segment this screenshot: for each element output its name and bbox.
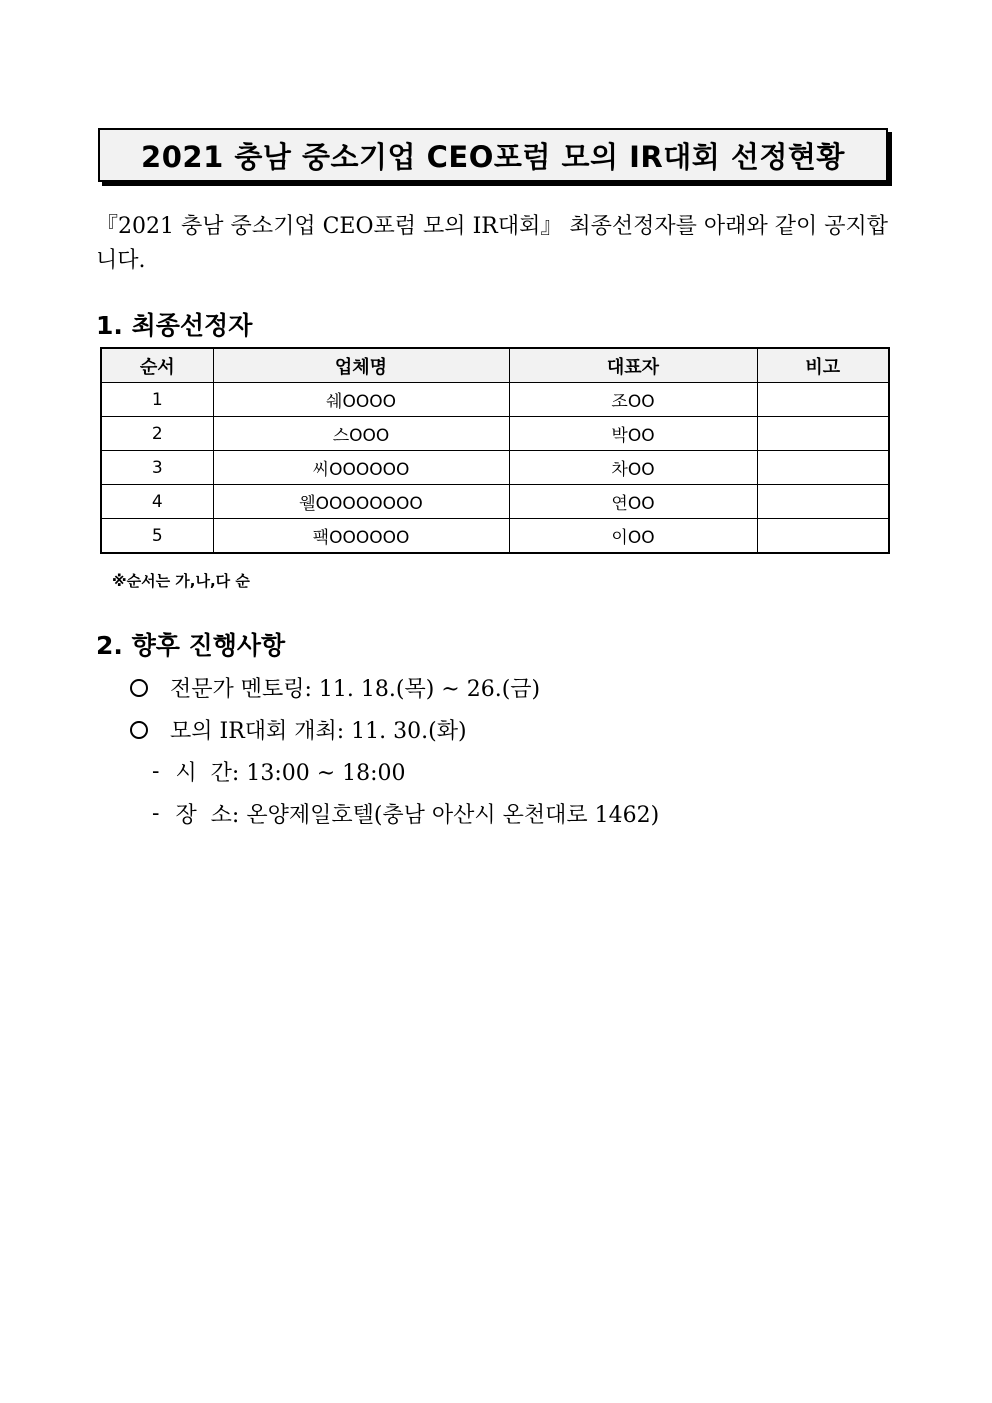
column-header-order: 순서 (101, 348, 213, 383)
table-row (101, 451, 889, 485)
circle-bullet-icon (130, 679, 148, 697)
cell-company: 스OOO (213, 417, 509, 451)
bullet-text: 모의 IR대회 개최: 11. 30.(화) (170, 719, 467, 744)
cell-representative: 차OO (509, 451, 757, 485)
cell-remarks (757, 417, 889, 451)
cell-remarks (757, 519, 889, 554)
bullet-item (130, 672, 540, 703)
section-heading-next-steps: 2. 향후 진행사항 (96, 631, 286, 660)
detail-text: 장 소: 온양제일호텔(충남 아산시 온천대로 1462) (175, 803, 660, 828)
intro-paragraph: 『2021 충남 중소기업 CEO포럼 모의 IR대회』 최종선정자를 아래와 같이 공지합니다. (96, 214, 888, 273)
table-row (101, 485, 889, 519)
column-header-company: 업체명 (213, 348, 509, 383)
cell-representative: 박OO (509, 417, 757, 451)
section-heading-final-selection: 1. 최종선정자 (96, 311, 253, 340)
cell-company: 팩OOOOOO (213, 519, 509, 554)
detail-item (152, 798, 659, 829)
circle-bullet-icon (130, 721, 148, 739)
cell-representative: 연OO (509, 485, 757, 519)
cell-order: 1 (101, 383, 213, 417)
bullet-text: 전문가 멘토링: 11. 18.(목) ~ 26.(금) (170, 677, 541, 702)
cell-order: 5 (101, 519, 213, 554)
table-row (101, 383, 889, 417)
dash-icon: - (152, 801, 160, 826)
cell-remarks (757, 451, 889, 485)
detail-item (152, 756, 406, 787)
document-title: 2021 충남 중소기업 CEO포럼 모의 IR대회 선정현황 (141, 139, 845, 174)
cell-company: 웰OOOOOOOO (213, 485, 509, 519)
table-row (101, 417, 889, 451)
cell-company: 쉐OOOO (213, 383, 509, 417)
table-row (101, 519, 889, 554)
column-header-representative: 대표자 (509, 348, 757, 383)
cell-company: 씨OOOOOO (213, 451, 509, 485)
dash-icon: - (152, 759, 160, 784)
selection-table (100, 347, 890, 554)
table-header-row (101, 348, 889, 383)
column-header-remarks: 비고 (757, 348, 889, 383)
cell-order: 2 (101, 417, 213, 451)
cell-remarks (757, 485, 889, 519)
cell-remarks (757, 383, 889, 417)
detail-text: 시 간: 13:00 ~ 18:00 (175, 761, 406, 786)
cell-representative: 이OO (509, 519, 757, 554)
document-title-box (98, 128, 888, 182)
cell-order: 4 (101, 485, 213, 519)
cell-representative: 조OO (509, 383, 757, 417)
cell-order: 3 (101, 451, 213, 485)
order-note: ※순서는 가,나,다 순 (112, 572, 250, 590)
bullet-item (130, 714, 467, 745)
